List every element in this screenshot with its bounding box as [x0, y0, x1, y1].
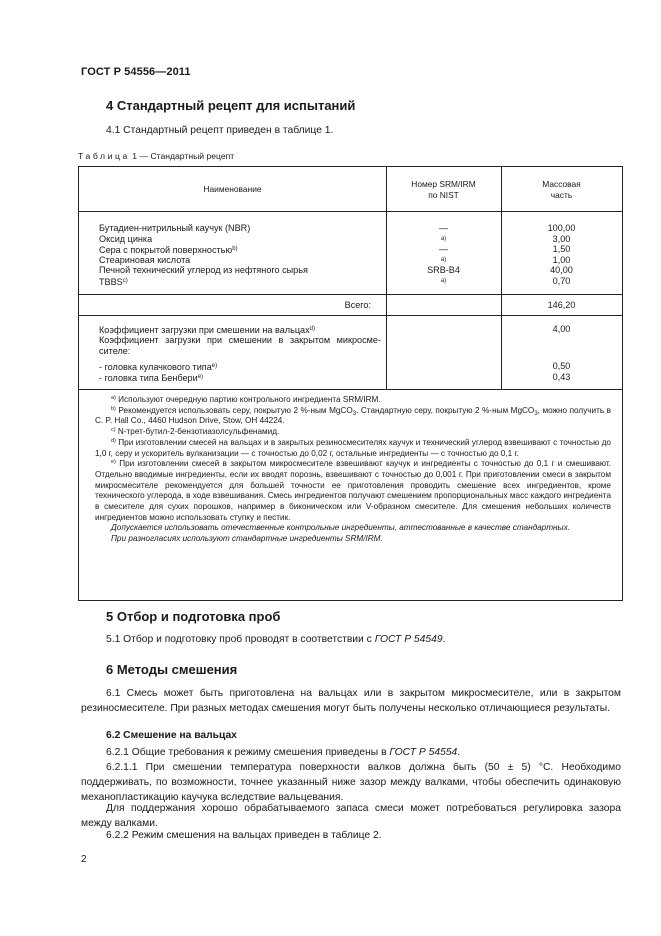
footnote-e-text: При изготовлении смесей в закрытом микросмесителе взвешивают каучук и ингредиенты с точностью до 0,1 г и смешивают. Отдельно вводимые ингредиенты, если их вводят порознь, взвешивают с точностью до 0,001 г. При приготовлении смеси в закрытом микросмесителе рекомендуется для большей точности ее приготовления проводить смешение всех ингредиентов, кроме технического углерода, в ходе взвешивания. Смесь ингредиентов получают смешением пропорциональных масс каждого ингредиента в смесителе для сухих порошков, например в биконическом или V-образном смесителе. Для смешения небольших количеств ингредиентов можно использовать ступку и пестик. — [95, 459, 611, 522]
footnote-c-label: с) — [111, 427, 116, 434]
footnote-marker: е) — [197, 373, 204, 380]
table-rule-1 — [79, 294, 622, 295]
mass-cell: 3,00 — [552, 233, 571, 244]
srm-cell: — — [438, 223, 449, 233]
footnote-a-text: Используют очередную партию контрольного ингредиента SRM/IRM. — [118, 395, 381, 404]
total-label: Всего: — [344, 300, 371, 310]
footnote-b — [95, 406, 611, 427]
rotor-banbury-label: - головка типа Бенбери — [99, 372, 198, 383]
footnote-e — [95, 459, 611, 523]
mass-cell: 40,00 — [550, 265, 573, 275]
paragraph-5-1 — [106, 632, 445, 647]
section-6-title: 6 Методы смешения — [106, 662, 238, 677]
footnote-marker: а) — [440, 235, 447, 242]
paragraph-6-2-2: 6.2.2 Режим смешения на вальцах приведен в таблице 2. — [106, 830, 382, 841]
gost-reference: ГОСТ Р 54554 — [389, 747, 458, 758]
section-5-title: 5 Отбор и подготовка проб — [106, 609, 281, 624]
total-value: 146,20 — [547, 300, 576, 310]
rotor-cam-value: 0,50 — [552, 361, 571, 371]
col-header-srm-line1: Номер SRM/IRM — [411, 179, 476, 189]
ingredient-label: TBBS — [99, 276, 123, 287]
paragraph-4-1: 4.1 Стандартный рецепт приведен в таблице 1. — [106, 125, 334, 136]
col-header-mass-line2: часть — [550, 190, 573, 200]
subsection-6-2-title: 6.2 Смешение на вальцах — [106, 730, 237, 741]
load-factor-mixer-line2: сителе: — [99, 345, 131, 356]
table-rule-3 — [79, 389, 622, 390]
footnote-a-label: а) — [111, 395, 116, 401]
footnote-marker: е) — [211, 363, 218, 369]
table-header-rule — [79, 211, 622, 212]
srm-cell: SRB-B4 — [427, 265, 460, 275]
table-caption-text: 1 — Стандартный рецепт — [129, 151, 235, 161]
footnote-d-text: При изготовлении смесей на вальцах и в закрытых резиносмесителях каучук и технический углерод взвешивают с точностью до 1,0 г, серу и ускоритель вулканизации — с точностью до 0,02 г, остальные ингредиенты — с точностью до 0,1 г. — [95, 437, 611, 458]
load-factor-mill — [99, 324, 315, 336]
footnote-allowed — [95, 523, 611, 534]
table-footnotes — [95, 395, 611, 545]
mass-cell: 0,70 — [552, 275, 571, 286]
col-header-srm-line2: по NIST — [428, 190, 459, 200]
col-header-srm — [386, 179, 501, 201]
table-row-name: Оксид цинка — [99, 233, 153, 244]
paragraph-6-2-1-1: 6.2.1.1 При смешении температура поверхности валков должна быть (50 ± 5) °С. Необходимо поддерживать, по возможности, точнее указанный ниже зазор между валками, чтобы обеспечить одинаковую механопластикацию каучука вследствие вальцевания. — [81, 762, 621, 803]
load-factor-mixer-line1: Коэффициент загрузки при смешении в закрытом микросме- — [99, 335, 381, 345]
table-rule-2 — [79, 315, 622, 316]
paragraph-6-2-1 — [106, 745, 460, 760]
footnote-allowed-text: Допускается использовать отечественные контрольные ингредиенты, аттестованные в качестве стандартных. — [111, 523, 570, 533]
col-header-mass — [501, 179, 622, 201]
footnote-d — [95, 438, 611, 459]
footnote-marker: с) — [122, 277, 128, 284]
footnote-b-label: b) — [111, 405, 116, 412]
rotor-cam-label: - головка кулачкового типа — [99, 362, 212, 372]
footnote-marker: а) — [440, 277, 447, 284]
table-row-name — [99, 276, 128, 288]
paragraph-6-1: 6.1 Смесь может быть приготовлена на вальцах или в закрытом микросмесителе, или в закрытом резиносмесителе. При разных методах смешения могут быть получены несколько отличающиеся результаты. — [81, 688, 621, 714]
table-row-name: Печной технический углерод из нефтяного сырья — [99, 265, 308, 275]
footnote-marker: а) — [440, 256, 447, 263]
table-row-name: Стеариновая кислота — [99, 254, 191, 265]
table-1 — [78, 166, 623, 601]
col-header-name: Наименование — [203, 184, 262, 194]
table-1-caption — [78, 151, 234, 161]
paragraph-5-1-end: . — [442, 634, 446, 645]
footnote-b-text-2: . Стандартную серу, покрытую 2 %-ным MgCO — [356, 405, 535, 415]
section-4-title: 4 Стандартный рецепт для испытаний — [106, 98, 356, 113]
load-factor-mill-label: Коэффициент загрузки при смешении на вальцах — [99, 325, 310, 335]
footnote-b-text-3: , можно получить в C. P. Hall Co., 4460 Hudson Drive, Stow, OH 44224. — [95, 405, 612, 426]
footnote-c — [95, 427, 611, 438]
col-header-mass-line1: Массовая — [542, 179, 581, 189]
mass-cell: 1,00 — [552, 254, 571, 265]
ingredient-label: Сера с покрытой поверхностью — [99, 245, 233, 255]
footnote-b-sub: 3 — [352, 410, 357, 417]
footnote-disagree — [95, 534, 611, 545]
table-caption-prefix: Таблица — [78, 151, 130, 161]
page-number: 2 — [81, 854, 87, 865]
gost-reference: ГОСТ Р 54549 — [374, 634, 443, 645]
footnote-disagree-text: При разногласиях используют стандартные ингредиенты SRM/IRM. — [111, 534, 383, 544]
footnote-e-label: е) — [111, 459, 116, 466]
srm-cell — [386, 276, 501, 288]
load-factor-mill-value: 4,00 — [552, 324, 571, 334]
footnote-marker: b) — [232, 246, 238, 252]
paragraph-5-1-text: 5.1 Отбор и подготовку проб проводят в соответствии с — [106, 634, 375, 645]
footnote-b-text-1: Рекомендуется использовать серу, покрытую 2 %-ным MgCO — [118, 405, 353, 415]
srm-cell: — — [438, 244, 449, 254]
rotor-banbury-value: 0,43 — [552, 371, 571, 382]
mass-cell: 100,00 — [547, 223, 576, 233]
mass-cell: 1,50 — [552, 244, 571, 254]
table-row-name: Бутадиен-нитрильный каучук (NBR) — [99, 223, 251, 233]
rotor-type-banbury — [99, 372, 203, 384]
paragraph-6-2-1-text: 6.2.1 Общие требования к режиму смешения приведены в — [106, 747, 390, 758]
footnote-d-label: d) — [111, 437, 116, 444]
document-header: ГОСТ Р 54556—2011 — [81, 66, 191, 78]
footnote-a — [95, 395, 611, 406]
footnote-c-text: N-трет-бутил-2-бензотиазолсульфенамид. — [117, 427, 280, 437]
paragraph-roll-adjust: Для поддержания хорошо обрабатываемого запаса смеси может потребоваться регулировка зазора между валками. — [81, 803, 621, 829]
footnote-marker: d) — [309, 326, 315, 332]
paragraph-6-2-1-end: . — [457, 747, 461, 758]
footnote-b-sub: 3 — [534, 410, 538, 417]
